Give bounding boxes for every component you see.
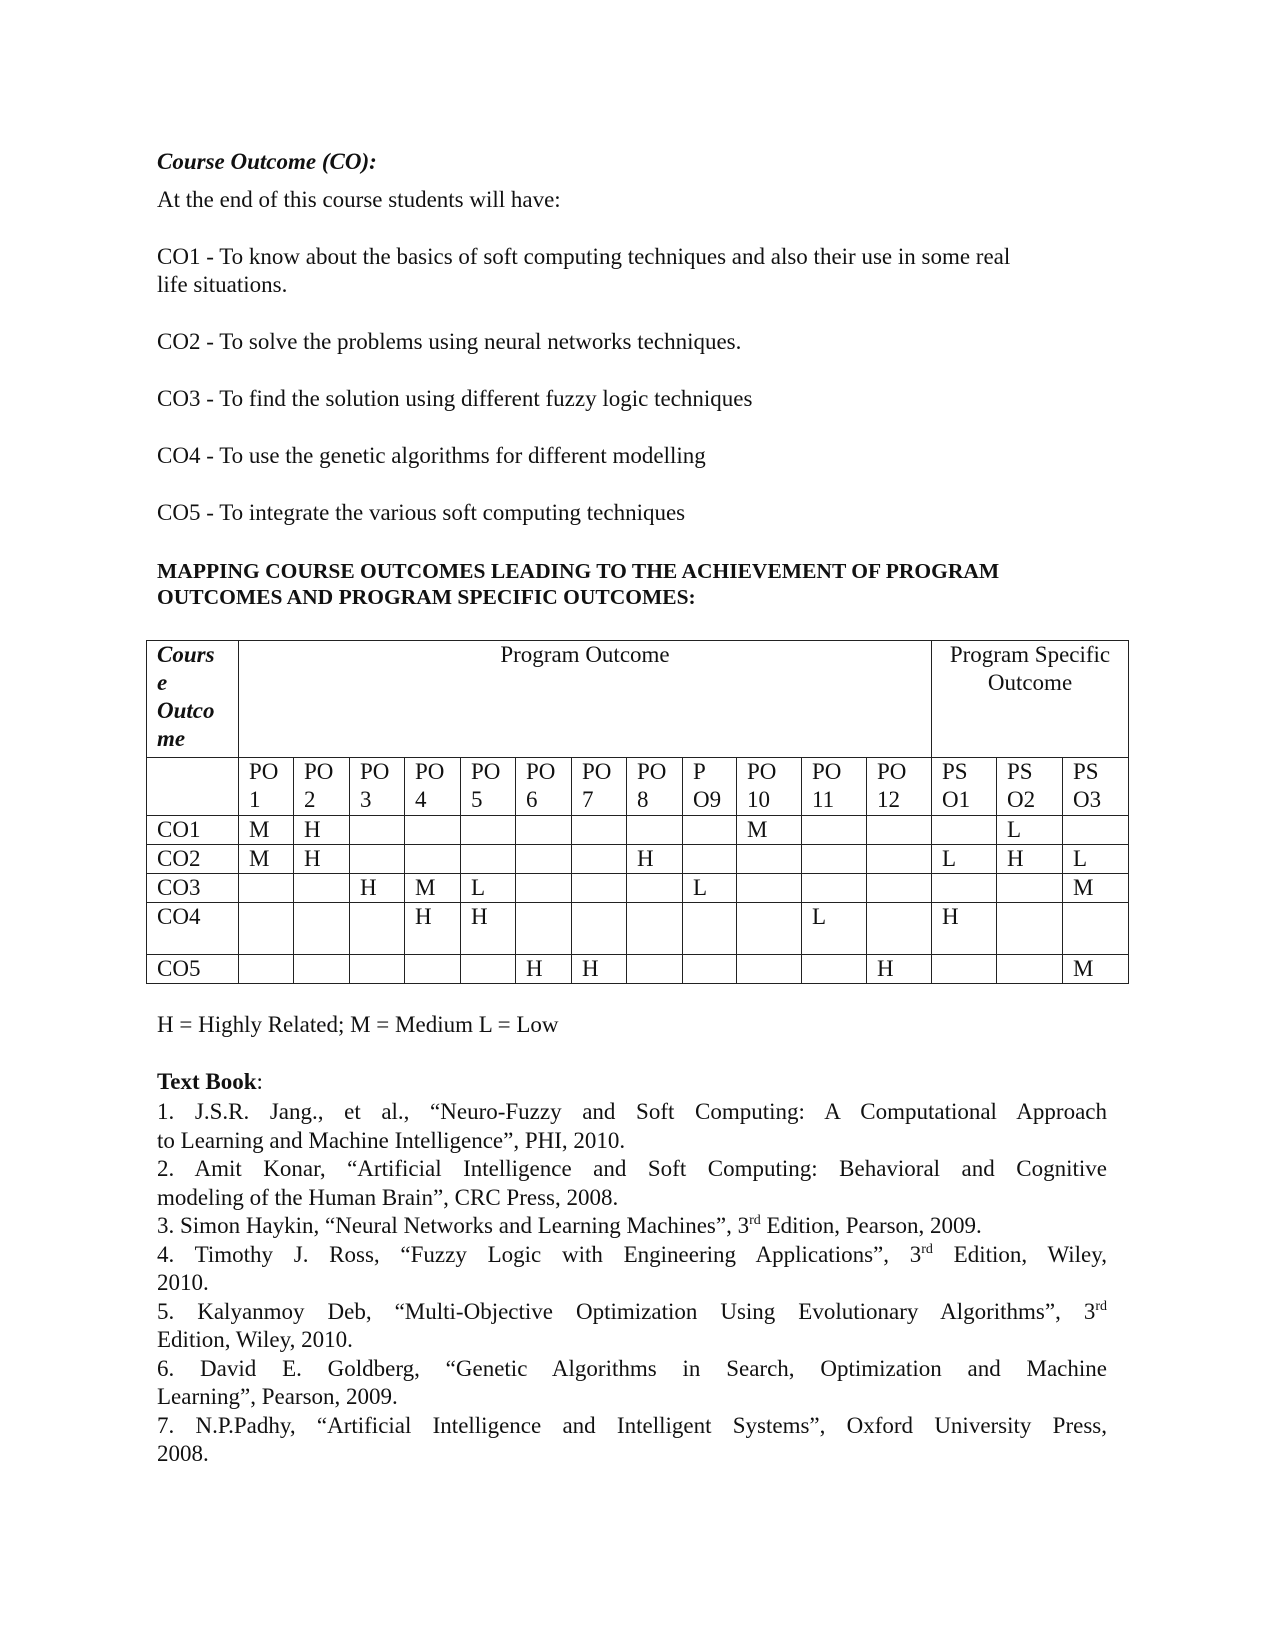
mapping-level-cell bbox=[683, 955, 737, 984]
mapping-level-cell: L bbox=[683, 874, 737, 903]
mapping-level-cell bbox=[802, 955, 867, 984]
mapping-level-cell bbox=[1063, 816, 1129, 845]
outcome-column-header-line: 6 bbox=[526, 787, 538, 812]
textbook-references bbox=[157, 1098, 1107, 1469]
co-header-line: me bbox=[157, 726, 186, 751]
program-specific-outcome-header bbox=[932, 641, 1129, 758]
outcome-column-header-line: 4 bbox=[415, 787, 427, 812]
mapping-level-cell bbox=[294, 903, 350, 955]
mapping-level-cell bbox=[461, 955, 516, 984]
mapping-level-cell bbox=[239, 955, 294, 984]
mapping-level-cell bbox=[239, 874, 294, 903]
mapping-level-cell: H bbox=[405, 903, 461, 955]
mapping-level-cell: M bbox=[1063, 874, 1129, 903]
table-row bbox=[147, 874, 1129, 903]
mapping-level-cell bbox=[737, 845, 802, 874]
course-outcome-cell: CO1 bbox=[147, 816, 239, 845]
outcome-column-header bbox=[997, 758, 1063, 816]
textbook-heading-colon: : bbox=[256, 1069, 263, 1094]
mapping-level-cell bbox=[932, 816, 997, 845]
reference-3 bbox=[157, 1212, 1107, 1241]
outcome-column-header bbox=[572, 758, 627, 816]
mapping-level-cell: H bbox=[867, 955, 932, 984]
reference-4-text-end: Edition, Wiley, bbox=[932, 1241, 1108, 1267]
outcome-column-header-line: PO bbox=[637, 759, 667, 784]
mapping-level-cell bbox=[627, 816, 683, 845]
outcome-column-header-line: PO bbox=[747, 759, 777, 784]
mapping-level-cell: H bbox=[932, 903, 997, 955]
outcome-column-header-line: PO bbox=[360, 759, 390, 784]
mapping-level-cell: L bbox=[1063, 845, 1129, 874]
co2-text: CO2 - To solve the problems using neural networks techniques. bbox=[157, 329, 742, 354]
co-column-header bbox=[147, 641, 239, 758]
mapping-level-cell bbox=[350, 903, 405, 955]
mapping-level-cell bbox=[867, 845, 932, 874]
mapping-level-cell bbox=[627, 874, 683, 903]
mapping-level-cell bbox=[516, 816, 572, 845]
mapping-level-cell: H bbox=[294, 816, 350, 845]
outcome-column-header-line: PO bbox=[415, 759, 445, 784]
outcome-column-header-line: 12 bbox=[877, 787, 900, 812]
co5-text: CO5 - To integrate the various soft computing techniques bbox=[157, 500, 686, 525]
co1-line1: CO1 - To know about the basics of soft computing techniques and also their use in some real bbox=[157, 244, 1011, 269]
outcome-column-header bbox=[350, 758, 405, 816]
program-outcome-label: Program Outcome bbox=[500, 642, 670, 667]
co-header-line: Outco bbox=[157, 698, 215, 723]
outcome-column-header-line: PO bbox=[582, 759, 612, 784]
course-outcome-cell: CO2 bbox=[147, 845, 239, 874]
reference-7-line2: 2008. bbox=[157, 1441, 209, 1466]
outcome-column-header-line: 11 bbox=[812, 787, 835, 812]
mapping-level-cell bbox=[737, 874, 802, 903]
mapping-level-cell bbox=[802, 845, 867, 874]
reference-3-sup: rd bbox=[749, 1213, 761, 1228]
mapping-level-cell bbox=[683, 903, 737, 955]
mapping-level-cell bbox=[683, 816, 737, 845]
outcome-column-header-line: 1 bbox=[249, 787, 261, 812]
mapping-level-cell: L bbox=[997, 816, 1063, 845]
mapping-level-cell: H bbox=[627, 845, 683, 874]
column-header-row bbox=[147, 758, 1129, 816]
mapping-level-cell bbox=[867, 816, 932, 845]
mapping-level-cell: M bbox=[239, 816, 294, 845]
outcome-column-header-line: PO bbox=[877, 759, 907, 784]
outcome-column-header bbox=[932, 758, 997, 816]
co-header-line: Cours bbox=[157, 642, 215, 667]
outcome-column-header-line: O2 bbox=[1007, 787, 1036, 812]
reference-3-text: 3. Simon Haykin, “Neural Networks and Learning Machines”, 3 bbox=[157, 1213, 750, 1238]
mapping-level-cell bbox=[572, 816, 627, 845]
outcome-column-header bbox=[867, 758, 932, 816]
outcome-column-header bbox=[405, 758, 461, 816]
mapping-level-cell bbox=[867, 903, 932, 955]
empty-header-cell bbox=[147, 758, 239, 816]
outcome-column-header-line: 7 bbox=[582, 787, 594, 812]
outcome-column-header bbox=[802, 758, 867, 816]
table-row bbox=[147, 845, 1129, 874]
table-row bbox=[147, 903, 1129, 955]
outcome-column-header bbox=[683, 758, 737, 816]
mapping-level-cell bbox=[294, 955, 350, 984]
course-outcome-cell: CO5 bbox=[147, 955, 239, 984]
mapping-level-cell bbox=[683, 845, 737, 874]
co-header-line: e bbox=[157, 670, 168, 695]
mapping-level-cell bbox=[932, 874, 997, 903]
mapping-level-cell bbox=[572, 903, 627, 955]
mapping-level-cell bbox=[350, 816, 405, 845]
reference-4-line1 bbox=[157, 1241, 1107, 1270]
reference-1-line1: 1. J.S.R. Jang., et al., “Neuro-Fuzzy and Soft Computing: A Computational Approach bbox=[157, 1099, 1107, 1124]
pso-label-line2: Outcome bbox=[987, 670, 1073, 695]
mapping-level-cell bbox=[867, 874, 932, 903]
mapping-level-cell bbox=[997, 955, 1063, 984]
reference-6-line2: Learning”, Pearson, 2009. bbox=[157, 1384, 398, 1409]
mapping-level-cell bbox=[516, 903, 572, 955]
table-row bbox=[147, 955, 1129, 984]
mapping-level-cell bbox=[350, 955, 405, 984]
reference-5-sup: rd bbox=[1095, 1298, 1107, 1314]
reference-5-line1 bbox=[157, 1298, 1107, 1327]
outcome-column-header bbox=[516, 758, 572, 816]
mapping-level-cell bbox=[239, 903, 294, 955]
outcome-column-header-line: PO bbox=[249, 759, 279, 784]
outcome-column-header-line: PS bbox=[1073, 759, 1099, 784]
mapping-level-cell: M bbox=[239, 845, 294, 874]
textbook-heading bbox=[157, 1068, 263, 1096]
co3-text: CO3 - To find the solution using different fuzzy logic techniques bbox=[157, 386, 753, 411]
outcome-column-header-line: 5 bbox=[471, 787, 483, 812]
co-heading: Course Outcome (CO): bbox=[157, 149, 377, 174]
outcome-column-header-line: PO bbox=[526, 759, 556, 784]
course-outcome-cell: CO4 bbox=[147, 903, 239, 955]
mapping-level-cell bbox=[461, 845, 516, 874]
outcome-column-header-line: 2 bbox=[304, 787, 316, 812]
mapping-level-cell bbox=[997, 903, 1063, 955]
outcome-column-header bbox=[1063, 758, 1129, 816]
outcome-column-header-line: 8 bbox=[637, 787, 649, 812]
pso-label-line1: Program Specific bbox=[949, 642, 1111, 667]
textbook-heading-label: Text Book bbox=[157, 1069, 257, 1094]
reference-5-text: 5. Kalyanmoy Deb, “Multi-Objective Optimization Using Evolutionary Algorithms”, 3 bbox=[157, 1298, 1096, 1324]
outcome-column-header bbox=[461, 758, 516, 816]
mapping-heading-line1: MAPPING COURSE OUTCOMES LEADING TO THE ACHIEVEMENT OF PROGRAM bbox=[157, 559, 1000, 583]
program-outcome-header bbox=[239, 641, 932, 758]
mapping-level-cell: H bbox=[350, 874, 405, 903]
reference-5-line2: Edition, Wiley, 2010. bbox=[157, 1327, 353, 1352]
mapping-level-cell bbox=[737, 955, 802, 984]
mapping-level-cell bbox=[627, 903, 683, 955]
mapping-level-cell bbox=[627, 955, 683, 984]
mapping-level-cell bbox=[516, 845, 572, 874]
outcome-column-header-line: PO bbox=[471, 759, 501, 784]
outcome-column-header bbox=[627, 758, 683, 816]
mapping-level-cell: M bbox=[405, 874, 461, 903]
mapping-level-cell bbox=[350, 845, 405, 874]
mapping-level-cell bbox=[572, 845, 627, 874]
course-outcome-cell: CO3 bbox=[147, 874, 239, 903]
mapping-level-cell: L bbox=[802, 903, 867, 955]
co1-line2: life situations. bbox=[157, 272, 288, 297]
mapping-level-cell bbox=[802, 874, 867, 903]
reference-7-line1: 7. N.P.Padhy, “Artificial Intelligence and Intelligent Systems”, Oxford University Press, bbox=[157, 1412, 1107, 1438]
reference-2-line1: 2. Amit Konar, “Artificial Intelligence and Soft Computing: Behavioral and Cognitive bbox=[157, 1156, 1107, 1181]
reference-1-line2: to Learning and Machine Intelligence”, PHI, 2010. bbox=[157, 1127, 626, 1153]
mapping-level-cell: H bbox=[461, 903, 516, 955]
mapping-level-cell bbox=[932, 955, 997, 984]
co4-text: CO4 - To use the genetic algorithms for different modelling bbox=[157, 443, 706, 468]
mapping-heading-line2: OUTCOMES AND PROGRAM SPECIFIC OUTCOMES: bbox=[157, 585, 696, 609]
reference-4-sup: rd bbox=[921, 1241, 933, 1257]
co-intro: At the end of this course students will have: bbox=[157, 187, 561, 212]
reference-4-line2: 2010. bbox=[157, 1270, 209, 1295]
mapping-level-cell bbox=[997, 874, 1063, 903]
co-po-mapping-table bbox=[146, 640, 1129, 984]
mapping-level-cell bbox=[405, 955, 461, 984]
mapping-level-cell: L bbox=[461, 874, 516, 903]
mapping-level-cell bbox=[737, 903, 802, 955]
outcome-column-header-line: PS bbox=[942, 759, 968, 784]
mapping-level-cell: L bbox=[932, 845, 997, 874]
reference-3-text-end: Edition, Pearson, 2009. bbox=[760, 1213, 982, 1238]
mapping-level-cell: H bbox=[572, 955, 627, 984]
mapping-level-cell: H bbox=[294, 845, 350, 874]
mapping-level-cell bbox=[572, 874, 627, 903]
mapping-level-cell: M bbox=[737, 816, 802, 845]
reference-4-text: 4. Timothy J. Ross, “Fuzzy Logic with Engineering Applications”, 3 bbox=[157, 1241, 922, 1267]
table-row bbox=[147, 816, 1129, 845]
outcome-column-header-line: P bbox=[693, 759, 706, 784]
outcome-column-header bbox=[294, 758, 350, 816]
outcome-column-header-line: O9 bbox=[693, 787, 722, 812]
outcome-column-header-line: O1 bbox=[942, 787, 971, 812]
mapping-level-cell bbox=[294, 874, 350, 903]
mapping-level-cell bbox=[405, 845, 461, 874]
outcome-column-header-line: PO bbox=[304, 759, 334, 784]
reference-2-line2: modeling of the Human Brain”, CRC Press, 2008. bbox=[157, 1184, 619, 1210]
mapping-level-cell: H bbox=[997, 845, 1063, 874]
outcome-column-header bbox=[737, 758, 802, 816]
outcome-column-header-line: 3 bbox=[360, 787, 372, 812]
outcome-column-header-line: PO bbox=[812, 759, 842, 784]
mapping-level-cell bbox=[461, 816, 516, 845]
reference-6-line1: 6. David E. Goldberg, “Genetic Algorithms in Search, Optimization and Machine bbox=[157, 1355, 1107, 1381]
mapping-level-cell bbox=[1063, 903, 1129, 955]
outcome-column-header-line: O3 bbox=[1073, 787, 1102, 812]
mapping-level-cell bbox=[802, 816, 867, 845]
mapping-level-cell: M bbox=[1063, 955, 1129, 984]
legend-text: H = Highly Related; M = Medium L = Low bbox=[157, 1012, 559, 1037]
mapping-level-cell bbox=[405, 816, 461, 845]
outcome-column-header bbox=[239, 758, 294, 816]
outcome-column-header-line: PS bbox=[1007, 759, 1033, 784]
mapping-level-cell: H bbox=[516, 955, 572, 984]
mapping-level-cell bbox=[516, 874, 572, 903]
outcome-column-header-line: 10 bbox=[747, 787, 770, 812]
